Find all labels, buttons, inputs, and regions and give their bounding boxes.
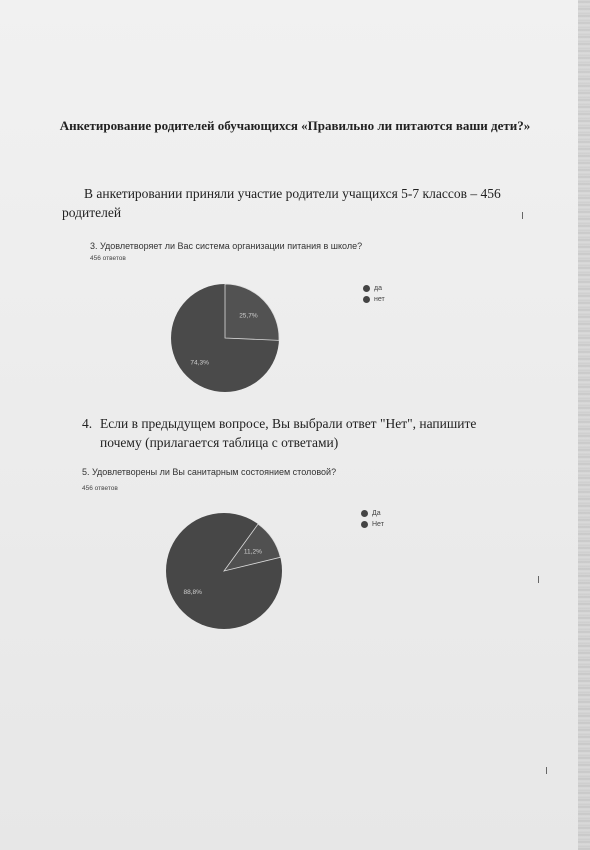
pie-label-нет: 25,7% (239, 312, 258, 320)
question4-number: 4. (82, 416, 93, 431)
question5-title: 5. Удовлетворены ли Вы санитарным состоянием столовой? (82, 467, 337, 477)
pie-label-да: 74,3% (190, 359, 209, 367)
legend-label-q5-yes: Да (372, 510, 381, 517)
scan-mark (522, 212, 523, 219)
scan-mark (538, 576, 539, 583)
pie-chart-q5-svg (165, 512, 283, 630)
legend-item-q5-yes (361, 508, 384, 519)
question4-line1: Если в предыдущем вопросе, Вы выбрали ответ "Нет", напишите (100, 416, 477, 431)
pie-label-да: 88,8% (183, 588, 202, 596)
pie-label-нет: 11,2% (243, 548, 262, 556)
legend-dot-icon (363, 296, 370, 303)
legend-q5 (361, 508, 384, 530)
legend-dot-icon (363, 285, 370, 292)
question5-count: 456 ответов (82, 485, 118, 492)
question3-title: 3. Удовлетворяет ли Вас система организации питания в школе? (90, 241, 363, 251)
legend-dot-icon (361, 521, 368, 528)
legend-label-q3-yes: да (374, 285, 382, 292)
legend-q3 (363, 283, 385, 305)
intro-text-continued: родителей (62, 205, 122, 220)
legend-item-q3-no (363, 294, 385, 305)
legend-dot-icon (361, 510, 368, 517)
question4-line2: почему (прилагается таблица с ответами) (100, 435, 339, 450)
question3-count: 456 ответов (90, 255, 126, 262)
intro-text: В анкетировании приняли участие родители учащихся 5-7 классов – 456 (84, 186, 501, 201)
pie-chart-q5 (165, 512, 283, 630)
question4-text (82, 414, 522, 452)
legend-label-q5-no: Нет (372, 521, 384, 528)
page-edge (578, 0, 590, 850)
legend-label-q3-no: нет (374, 296, 385, 303)
legend-item-q3-yes (363, 283, 385, 294)
pie-chart-q3 (170, 283, 280, 393)
document-title: Анкетирование родителей обучающихся «Правильно ли питаются ваши дети?» (59, 118, 531, 133)
pie-chart-q3-svg (170, 283, 280, 393)
legend-item-q5-no (361, 519, 384, 530)
scan-mark (546, 767, 547, 774)
